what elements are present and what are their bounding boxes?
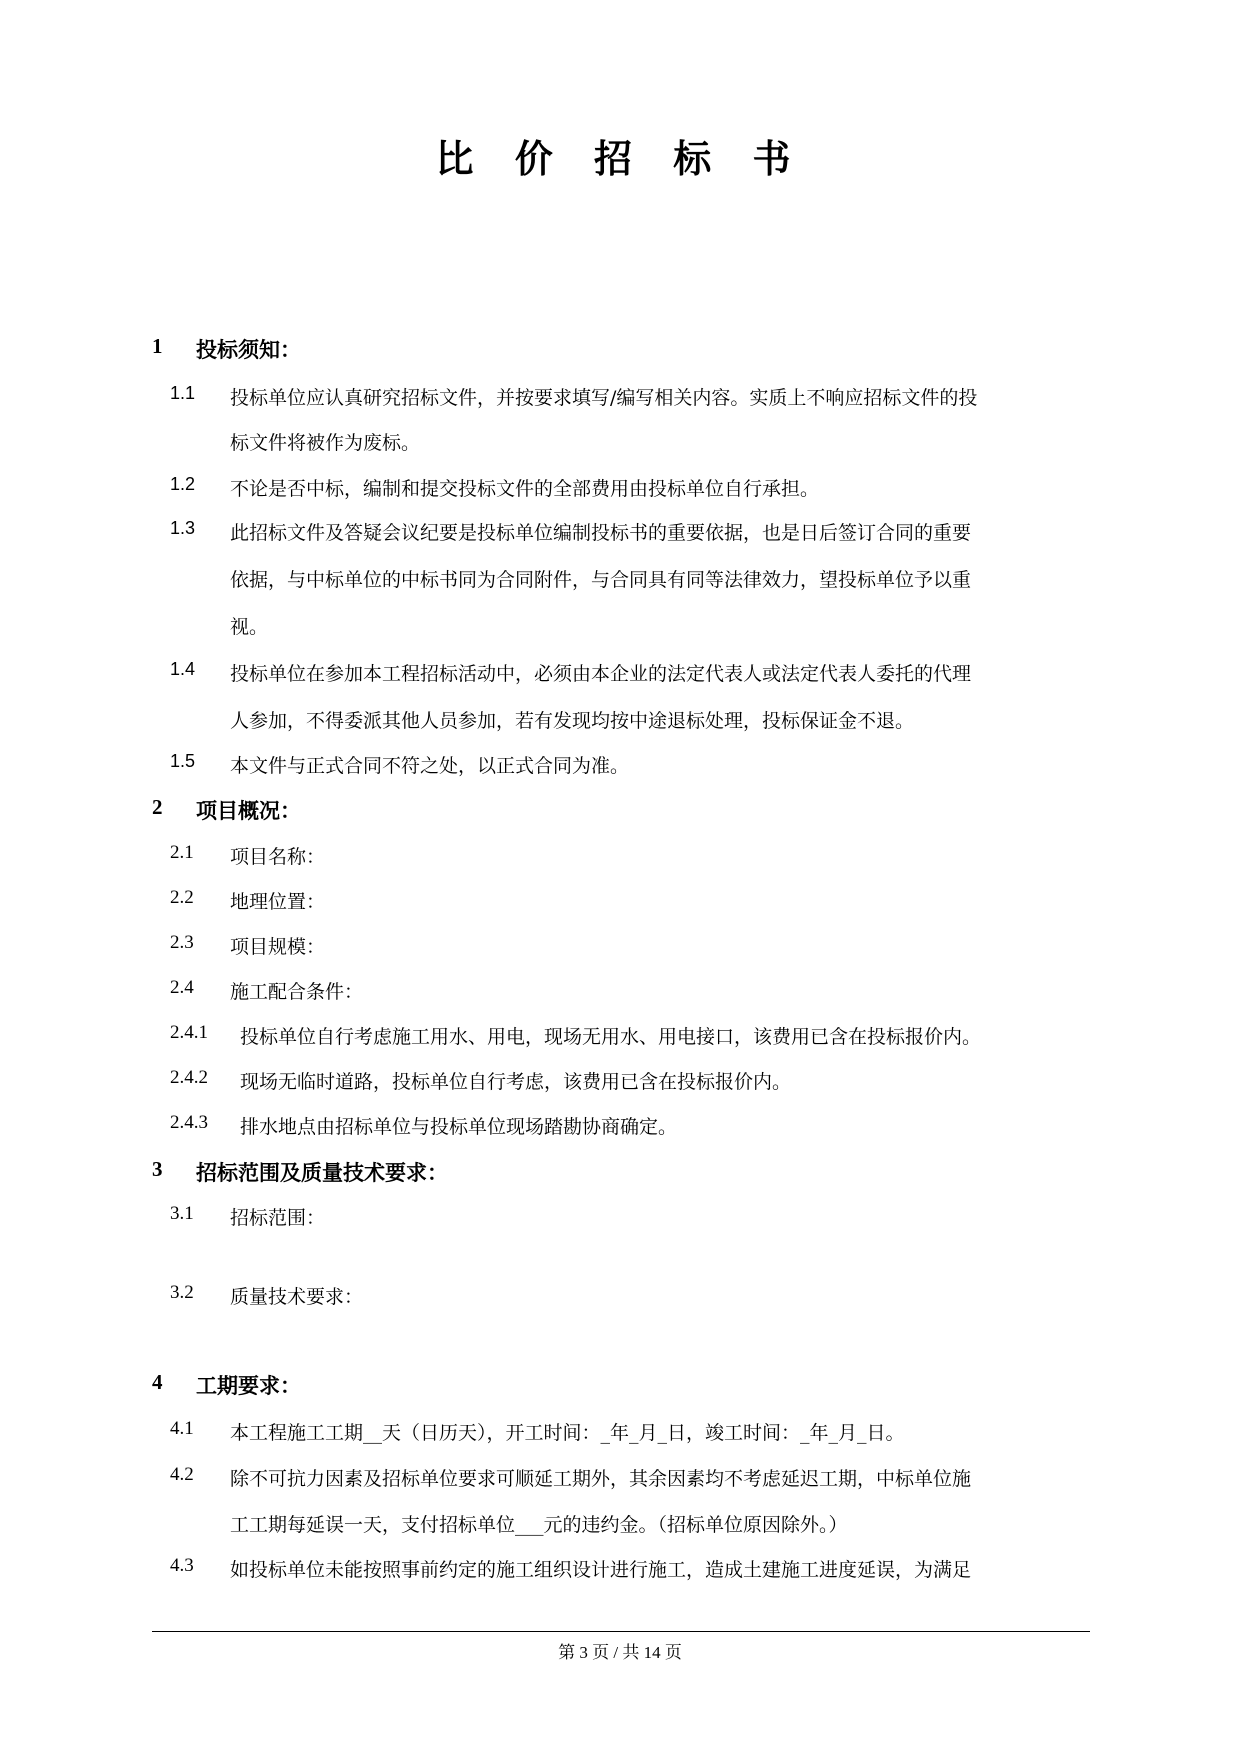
item-text: 项目名称： xyxy=(230,846,326,868)
item-text: 此招标文件及答疑会议纪要是投标单位编制投标书的重要依据，也是日后签订合同的重要 xyxy=(230,522,972,544)
footer-divider xyxy=(152,1631,1090,1632)
section-title: 招标范围及质量技术要求： xyxy=(196,1160,448,1185)
item-text: 招标范围： xyxy=(230,1207,326,1229)
item-text: 不论是否中标，编制和提交投标文件的全部费用由投标单位自行承担。 xyxy=(230,478,820,500)
item-text: 现场无临时道路，投标单位自行考虑，该费用已含在投标报价内。 xyxy=(240,1071,792,1093)
item-text: 投标单位应认真研究招标文件，并按要求填写/编写相关内容。实质上不响应招标文件的投 xyxy=(230,387,978,409)
section-title: 投标须知： xyxy=(196,337,301,362)
section-number: 2 xyxy=(152,795,163,819)
item-number: 2.4.3 xyxy=(170,1112,208,1133)
item-number: 1.3 xyxy=(170,518,196,538)
item-text: 排水地点由招标单位与投标单位现场踏勘协商确定。 xyxy=(240,1116,678,1138)
item-number: 2.4.1 xyxy=(170,1022,208,1043)
item-number: 2.1 xyxy=(170,842,194,863)
item-text: 如投标单位未能按照事前约定的施工组织设计进行施工，造成土建施工进度延误，为满足 xyxy=(230,1559,972,1581)
item-text: 标文件将被作为废标。 xyxy=(230,432,421,454)
document-title: 比 价 招 标 书 xyxy=(435,137,805,181)
item-text: 除不可抗力因素及招标单位要求可顺延工期外，其余因素均不考虑延迟工期，中标单位施 xyxy=(230,1468,972,1490)
item-text: 本工程施工工期__天（日历天），开工时间：_年_月_日，竣工时间：_年_月_日。 xyxy=(230,1422,905,1444)
item-number: 4.2 xyxy=(170,1464,194,1485)
item-number: 1.5 xyxy=(170,751,196,771)
item-text: 地理位置： xyxy=(230,891,326,913)
item-text: 依据，与中标单位的中标书同为合同附件，与合同具有同等法律效力，望投标单位予以重 xyxy=(230,569,972,591)
item-text: 本文件与正式合同不符之处，以正式合同为准。 xyxy=(230,755,630,777)
section-number: 4 xyxy=(152,1370,163,1394)
item-text: 项目规模： xyxy=(230,936,326,958)
item-text: 人参加，不得委派其他人员参加，若有发现均按中途退标处理，投标保证金不退。 xyxy=(230,710,915,732)
item-number: 4.1 xyxy=(170,1418,194,1439)
item-number: 3.1 xyxy=(170,1203,194,1224)
item-number: 1.2 xyxy=(170,474,196,494)
item-number: 4.3 xyxy=(170,1555,194,1576)
item-text: 质量技术要求： xyxy=(230,1286,364,1308)
item-text: 施工配合条件： xyxy=(230,981,364,1003)
item-number: 2.4 xyxy=(170,977,194,998)
item-number: 2.2 xyxy=(170,887,194,908)
section-title: 工期要求： xyxy=(196,1373,301,1398)
item-text: 投标单位在参加本工程招标活动中，必须由本企业的法定代表人或法定代表人委托的代理 xyxy=(230,663,972,685)
item-number: 1.4 xyxy=(170,659,196,679)
item-number: 2.3 xyxy=(170,932,194,953)
item-number: 2.4.2 xyxy=(170,1067,208,1088)
section-number: 3 xyxy=(152,1157,163,1181)
item-text: 工工期每延误一天，支付招标单位___元的违约金。（招标单位原因除外。） xyxy=(230,1514,848,1536)
item-text: 投标单位自行考虑施工用水、用电，现场无用水、用电接口，该费用已含在投标报价内。 xyxy=(240,1026,982,1048)
section-title: 项目概况： xyxy=(196,798,301,823)
item-number: 1.1 xyxy=(170,383,196,403)
item-text: 视。 xyxy=(230,616,269,638)
section-number: 1 xyxy=(152,334,163,358)
item-number: 3.2 xyxy=(170,1282,194,1303)
page-number-footer: 第 3 页 / 共 14 页 xyxy=(558,1643,682,1662)
